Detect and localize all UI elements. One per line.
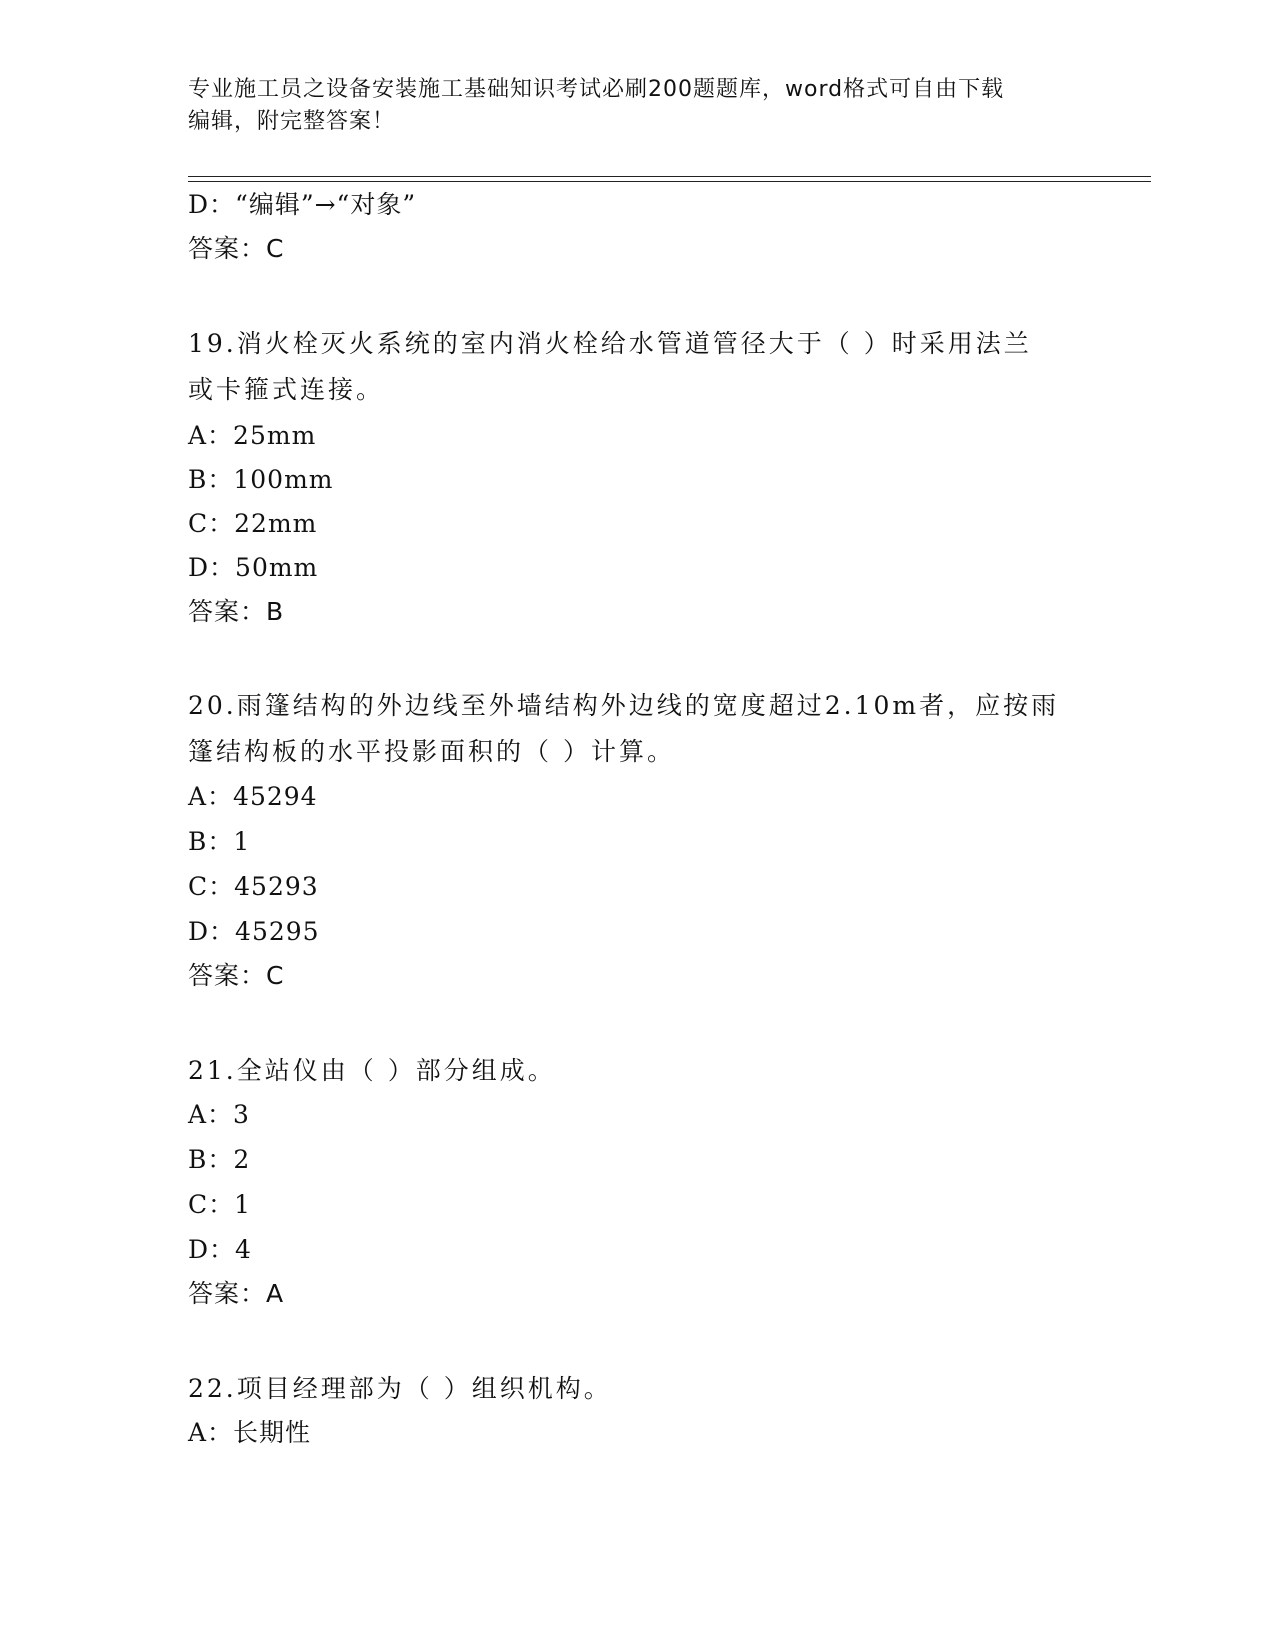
q22-option-a: A：长期性 [188,1418,312,1447]
q20-stem-line-1: 20.雨篷结构的外边线至外墙结构外边线的宽度超过2.10m者，应按雨 [188,691,1060,720]
q22-stem-line-1: 22.项目经理部为（ ）组织机构。 [188,1374,612,1403]
q19-option-d: D：50mm [188,553,319,582]
q20-stem-line-2: 篷结构板的水平投影面积的（ ）计算。 [188,737,675,766]
q21-option-a: A：3 [188,1100,250,1129]
q21-option-b: B：2 [188,1145,251,1174]
q19-answer: 答案：B [188,597,285,626]
q18-answer: 答案：C [188,234,285,263]
q21-answer: 答案：A [188,1279,285,1308]
q20-option-a: A：45294 [188,782,318,811]
q21-option-d: D：4 [188,1235,252,1264]
q21-stem [188,1048,1078,1094]
q19-option-b: B：100mm [188,465,334,494]
q21-stem-line-1: 21.全站仪由（ ）部分组成。 [188,1056,556,1085]
q21-option-c: C：1 [188,1190,252,1219]
q20-answer: 答案：C [188,961,285,990]
q22-stem [188,1366,1078,1412]
q19-stem [188,321,1078,413]
header-divider-bottom [188,181,1151,182]
q20-stem [188,683,1078,775]
q19-stem-line-1: 19.消火栓灭火系统的室内消火栓给水管道管径大于（ ）时采用法兰 [188,329,1032,358]
q19-option-a: A：25mm [188,421,317,450]
q20-option-c: C：45293 [188,872,319,901]
q19-option-c: C：22mm [188,509,318,538]
q19-stem-line-2: 或卡箍式连接。 [188,375,385,404]
q20-option-b: B：1 [188,827,251,856]
header-line-2: 编辑，附完整答案！ [188,109,396,134]
q20-option-d: D：45295 [188,917,320,946]
page-header [188,74,1088,138]
header-line-1: 专业施工员之设备安装施工基础知识考试必刷200题题库，word格式可自由下载 [188,77,1005,102]
q18-option-d: D：“编辑”→“对象” [188,190,417,219]
header-divider-top [188,176,1151,177]
